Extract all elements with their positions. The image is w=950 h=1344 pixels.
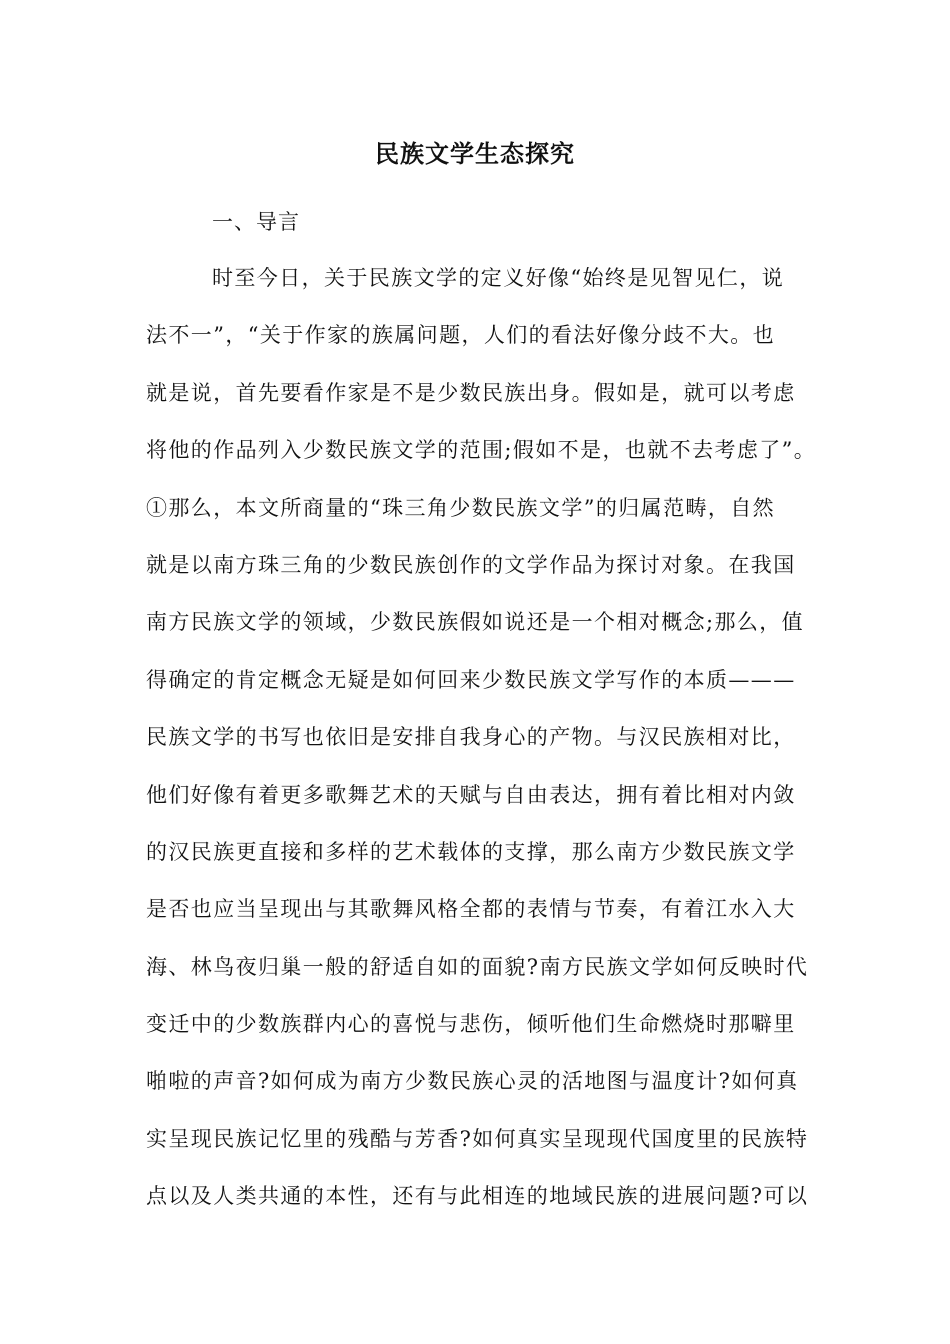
text-line: 海、林鸟夜归巢一般的舒适自如的面貌?南方民族文学如何反映时代 xyxy=(146,954,809,979)
text-line: 啪啦的声音?如何成为南方少数民族心灵的活地图与温度计?如何真 xyxy=(146,1069,799,1094)
text-line: ①那么，本文所商量的“珠三角少数民族文学”的归属范畴，自然 xyxy=(146,495,776,520)
text-line: 得确定的肯定概念无疑是如何回来少数民族文学写作的本质——— xyxy=(146,667,796,692)
text-line: 民族文学的书写也依旧是安排自我身心的产物。与汉民族相对比， xyxy=(146,725,796,750)
text-line: 南方民族文学的领域，少数民族假如说还是一个相对概念;那么，值 xyxy=(146,610,805,635)
text-line: 实呈现民族记忆里的残酷与芳香?如何真实呈现现代国度里的民族特 xyxy=(146,1126,809,1151)
text-line: 他们好像有着更多歌舞艺术的天赋与自由表达，拥有着比相对内敛 xyxy=(146,782,796,807)
text-line: 就是以南方珠三角的少数民族创作的文学作品为探讨对象。在我国 xyxy=(146,552,796,577)
text-line: 变迁中的少数族群内心的喜悦与悲伤，倾听他们生命燃烧时那噼里 xyxy=(146,1012,796,1037)
text-line: 是否也应当呈现出与其歌舞风格全都的表情与节奏，有着江水入大 xyxy=(146,897,796,922)
body-paragraph xyxy=(146,258,826,1234)
section-heading: 一、导言 xyxy=(212,210,300,234)
text-line: 的汉民族更直接和多样的艺术载体的支撑，那么南方少数民族文学 xyxy=(146,839,796,864)
text-line: 点以及人类共通的本性，还有与此相连的地域民族的进展问题?可以 xyxy=(146,1184,809,1209)
text-line: 将他的作品列入少数民族文学的范围;假如不是，也就不去考虑了”。 xyxy=(146,438,817,463)
text-line: 就是说，首先要看作家是不是少数民族出身。假如是，就可以考虑 xyxy=(146,380,796,405)
text-line: 法不一”，“关于作家的族属问题，人们的看法好像分歧不大。也 xyxy=(146,323,776,348)
text-line: 时至今日，关于民族文学的定义好像“始终是见智见仁，说 xyxy=(212,266,785,290)
document-title: 民族文学生态探究 xyxy=(375,139,575,168)
